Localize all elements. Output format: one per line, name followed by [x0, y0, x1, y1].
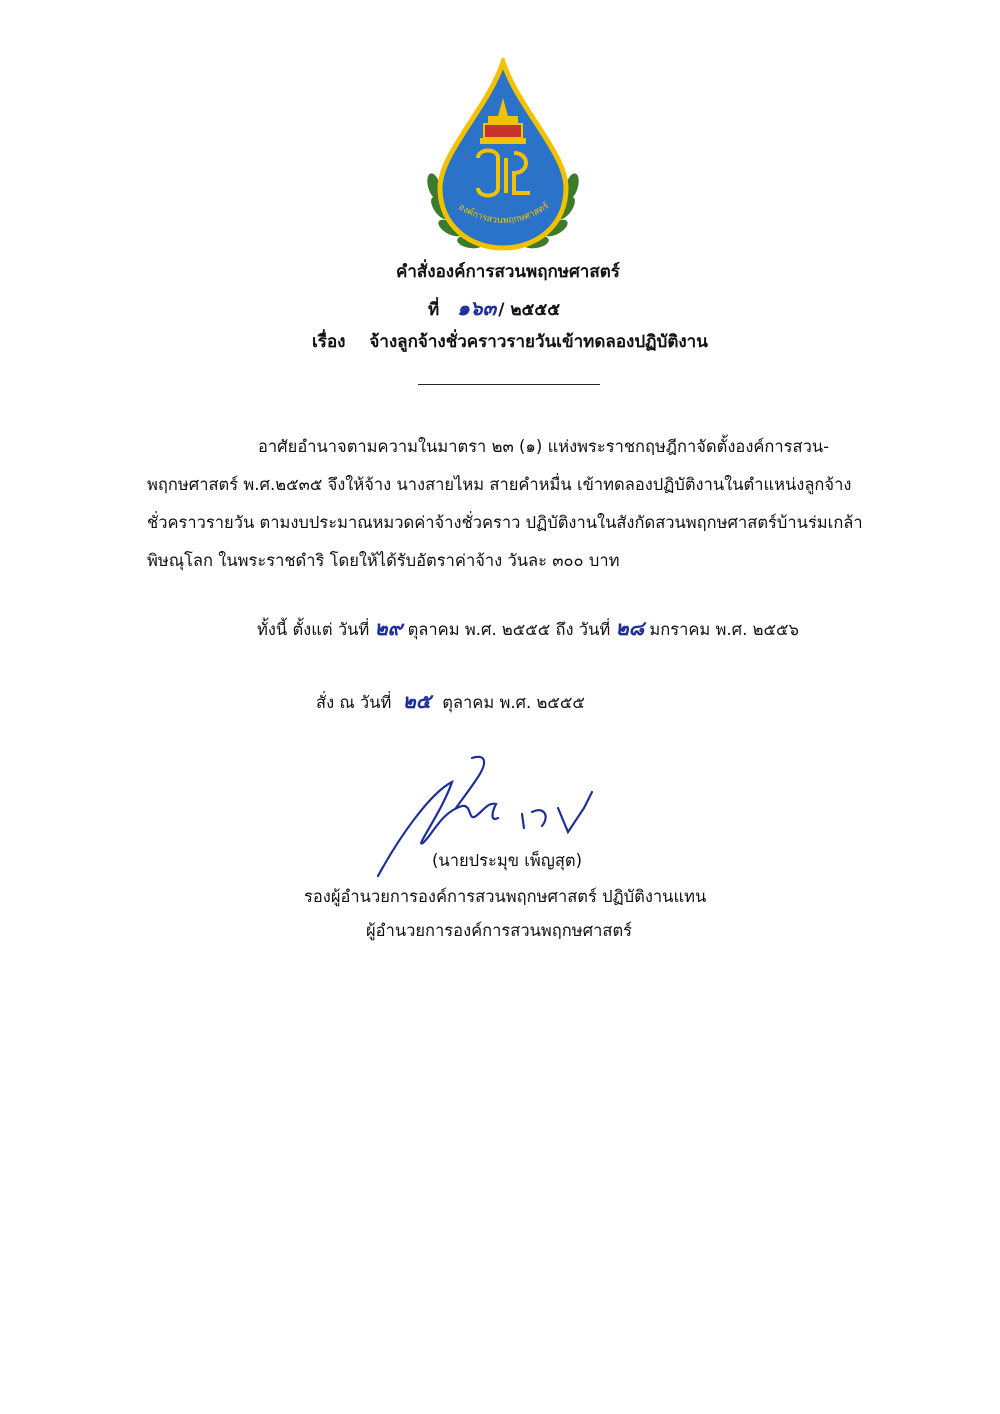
order-number-year: / ๒๕๕๕ — [498, 300, 561, 320]
order-subject-line — [312, 328, 708, 355]
period-end-rest: มกราคม พ.ศ. ๒๕๕๖ — [649, 620, 799, 639]
ordered-day: ๒๕ — [402, 689, 431, 713]
ordered-prefix: สั่ง ณ วันที่ — [316, 693, 392, 712]
body-line-3: ชั่วคราวรายวัน ตามงบประมาณหมวดค่าจ้างชั่วคราว ปฏิบัติงานในสังกัดสวนพฤกษศาสตร์บ้านร่มเกล้า — [147, 513, 863, 532]
order-subject-label: เรื่อง — [312, 332, 346, 352]
body-line-2: พฤกษศาสตร์ พ.ศ.๒๕๓๕ จึงให้จ้าง นางสายไหม สายคำหมื่น เข้าทดลองปฏิบัติงานในตำแหน่งลูกจ้าง — [147, 475, 852, 494]
period-line — [257, 612, 799, 644]
order-title: คำสั่งองค์การสวนพฤกษศาสตร์ — [396, 262, 620, 282]
period-start-day: ๒๙ — [374, 616, 403, 640]
signatory-position-line-2: ผู้อำนวยการองค์การสวนพฤกษศาสตร์ — [366, 921, 633, 940]
ordered-date-line — [316, 685, 585, 717]
body-line-4: พิษณุโลก ในพระราชดำริ โดยให้ได้รับอัตราค่าจ้าง วันละ ๓๐๐ บาท — [147, 551, 620, 570]
logo-caption: องค์การสวนพฤกษศาสตร์ — [456, 201, 551, 227]
header-divider — [418, 384, 600, 385]
signatory-name: (นายประมุข เพ็ญสุต) — [432, 851, 583, 870]
ordered-rest: ตุลาคม พ.ศ. ๒๕๕๕ — [442, 693, 585, 712]
body-line-1: อาศัยอำนาจตามความในมาตรา ๒๓ (๑) แห่งพระราชกฤษฎีกาจัดตั้งองค์การสวน- — [258, 437, 830, 456]
order-number-handwritten: ๑๖๓ — [457, 296, 497, 320]
period-prefix: ทั้งนี้ ตั้งแต่ วันที่ — [257, 620, 370, 639]
signatory-position-line-1: รองผู้อำนวยการองค์การสวนพฤกษศาสตร์ ปฏิบัติงานแทน — [304, 887, 707, 906]
organization-logo — [418, 58, 588, 258]
order-number-line — [428, 292, 560, 324]
order-subject: จ้างลูกจ้างชั่วคราวรายวันเข้าทดลองปฏิบัติงาน — [369, 332, 708, 352]
order-number-label: ที่ — [428, 300, 440, 320]
period-end-day: ๒๘ — [615, 616, 645, 640]
period-start-rest: ตุลาคม พ.ศ. ๒๕๕๕ ถึง วันที่ — [407, 620, 611, 639]
